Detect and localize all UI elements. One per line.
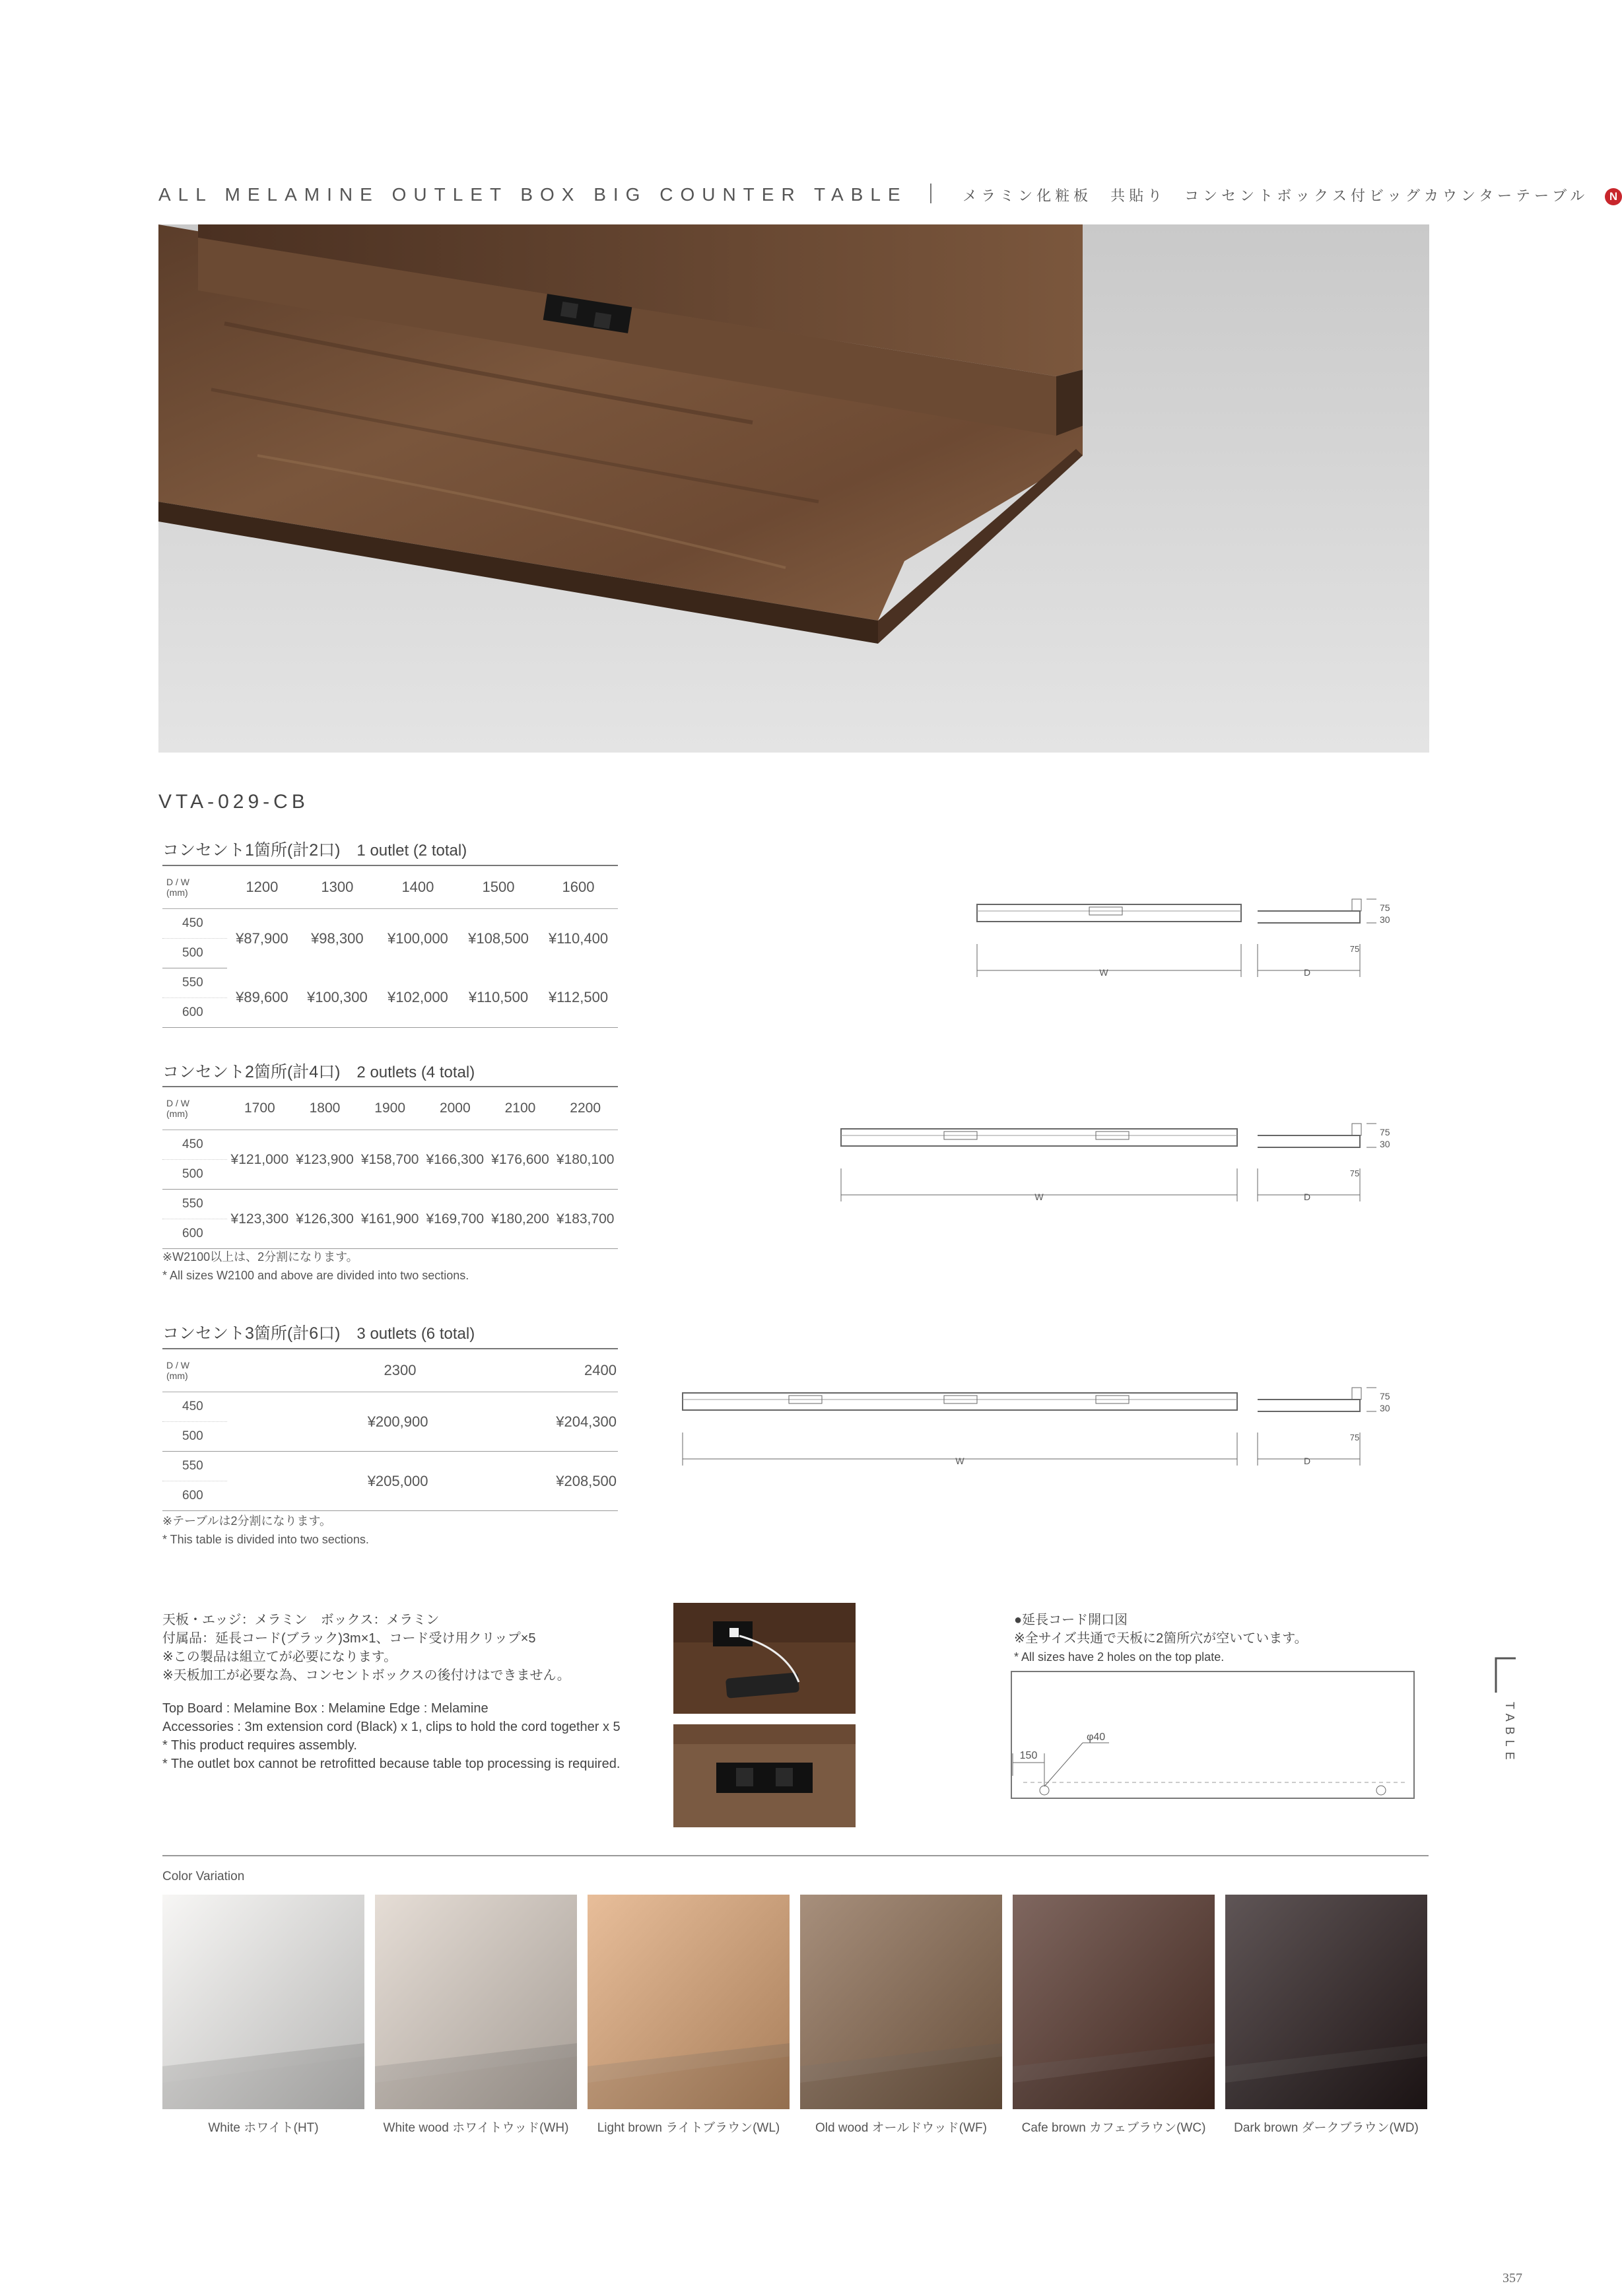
width-header: 2300 — [227, 1349, 475, 1392]
section2-note-jp: ※W2100以上は、2分割になります。 — [162, 1250, 358, 1264]
cord-opening-diagram — [1010, 1670, 1419, 1802]
width-header: 2400 — [475, 1349, 618, 1392]
swatch-label: White ホワイト(HT) — [208, 2121, 319, 2135]
cord-note-en: * All sizes have 2 holes on the top plate. — [1014, 1650, 1225, 1664]
section3-note-en: * This table is divided into two sections. — [162, 1533, 369, 1546]
price-cell: ¥208,500 — [475, 1452, 618, 1511]
title-jp: メラミン化粧板 共貼り コンセントボックス付ビッグカウンターテーブル — [963, 187, 1589, 204]
dw-label-top: D / W — [166, 877, 189, 887]
dim-d75: 75 — [1349, 944, 1360, 954]
section3-title-en: 3 outlets (6 total) — [356, 1325, 475, 1343]
dw-label-unit: (mm) — [166, 887, 188, 898]
dim-d: D — [1303, 1192, 1311, 1202]
dw-label — [162, 865, 227, 909]
price-table-1 — [162, 865, 618, 1028]
dim-h30: 30 — [1380, 1139, 1390, 1149]
dim-h30: 30 — [1380, 914, 1390, 925]
spec-jp-line: ※天板加工が必要な為、コンセントボックスの後付けはできません。 — [162, 1668, 570, 1683]
width-header: 1600 — [539, 865, 618, 909]
dim-d: D — [1303, 967, 1311, 978]
spec-en-line: Top Board : Melamine Box : Melamine Edge : Melamine — [162, 1701, 489, 1716]
price-cell: ¥108,500 — [468, 929, 529, 947]
dim-phi: φ40 — [1087, 1732, 1106, 1743]
price-cell: ¥180,200 — [488, 1190, 553, 1249]
price-cell: ¥169,700 — [422, 1190, 488, 1249]
divider — [162, 1855, 1429, 1856]
cord-note-jp: ※全サイズ共通で天板に2箇所穴が空いています。 — [1014, 1631, 1308, 1646]
dim-w: W — [955, 1456, 964, 1466]
width-header: 1200 — [227, 865, 297, 909]
dw-label-top: D / W — [166, 1098, 189, 1108]
dim-w: W — [1099, 967, 1108, 978]
dim-h75: 75 — [1380, 1127, 1390, 1137]
section3-title — [162, 1320, 475, 1344]
dw-label-unit: (mm) — [166, 1108, 188, 1119]
detail-photo-phone — [673, 1603, 856, 1714]
swatch-label: White wood ホワイトウッド(WH) — [383, 2121, 569, 2135]
price-cell: ¥100,300 — [297, 968, 378, 1028]
price-table-2 — [162, 1086, 618, 1249]
dim-d75: 75 — [1349, 1433, 1360, 1442]
depth-cell: 550 — [182, 1197, 203, 1211]
divider — [930, 184, 931, 203]
page-number: 357 — [1503, 2271, 1522, 2285]
model-number: VTA-029-CB — [158, 791, 309, 813]
price-cell: ¥112,500 — [539, 968, 618, 1028]
color-swatch — [1225, 1895, 1427, 2109]
depth-cell: 600 — [162, 1481, 227, 1511]
price-cell: ¥89,600 — [227, 968, 297, 1028]
depth-cell: 550 — [182, 976, 203, 990]
price-cell: ¥176,600 — [488, 1130, 553, 1190]
width-header: 2100 — [488, 1087, 553, 1130]
width-header: 1900 — [357, 1087, 422, 1130]
depth-cell: 450 — [182, 1400, 203, 1413]
color-swatch — [1013, 1895, 1215, 2109]
price-cell: ¥158,700 — [357, 1130, 422, 1190]
section2-title — [162, 1059, 475, 1083]
dim-d75: 75 — [1349, 1168, 1360, 1178]
color-swatch — [800, 1895, 1002, 2109]
cord-title: ●延長コード開口図 — [1014, 1613, 1128, 1627]
width-header: 1800 — [292, 1087, 358, 1130]
depth-cell: 500 — [162, 1422, 227, 1452]
swatch-label: Cafe brown カフェブラウン(WC) — [1021, 2121, 1206, 2135]
spec-jp-line: 天板・エッジ：メラミン ボックス：メラミン — [162, 1613, 440, 1627]
depth-cell: 600 — [162, 998, 227, 1028]
section2-note-en: * All sizes W2100 and above are divided into two sections. — [162, 1269, 469, 1282]
price-cell: ¥123,300 — [227, 1190, 292, 1249]
dim-w: W — [1034, 1192, 1044, 1202]
color-variation-title: Color Variation — [162, 1870, 245, 1883]
width-header: 2200 — [553, 1087, 618, 1130]
price-table-3 — [162, 1348, 618, 1511]
cord-opening-block — [1014, 1611, 1308, 1666]
page-header — [158, 184, 1622, 205]
diagram-1-outlet — [970, 885, 1406, 990]
diagram-3-outlets — [680, 1373, 1406, 1479]
depth-cell: 600 — [162, 1219, 227, 1249]
spec-en-line: * The outlet box cannot be retrofitted because table top processing is required. — [162, 1757, 621, 1771]
width-header: 1700 — [227, 1087, 292, 1130]
width-header: 2000 — [422, 1087, 488, 1130]
section1-title-en: 1 outlet (2 total) — [356, 842, 467, 860]
spec-jp-line: ※この製品は組立てが必要になります。 — [162, 1650, 397, 1664]
price-cell: ¥166,300 — [422, 1130, 488, 1190]
depth-cell: 450 — [182, 1137, 203, 1151]
detail-photo-outlet — [673, 1724, 856, 1827]
section1-title-jp: コンセント1箇所(計2口) — [162, 841, 341, 860]
width-header: 1300 — [297, 865, 378, 909]
dim-h75: 75 — [1380, 1391, 1390, 1401]
section2-title-en: 2 outlets (4 total) — [356, 1064, 475, 1081]
section2-title-jp: コンセント2箇所(計4口) — [162, 1063, 341, 1081]
swatch-label: Light brown ライトブラウン(WL) — [597, 2121, 780, 2135]
hero-photo — [158, 224, 1429, 753]
spec-en-line: * This product requires assembly. — [162, 1738, 357, 1753]
dim-150: 150 — [1019, 1750, 1038, 1761]
price-cell: ¥126,300 — [292, 1190, 358, 1249]
price-cell: ¥183,700 — [553, 1190, 618, 1249]
dw-label — [162, 1349, 227, 1392]
section3-note-jp: ※テーブルは2分割になります。 — [162, 1514, 332, 1528]
swatch-label: Old wood オールドウッド(WF) — [815, 2121, 987, 2135]
side-tab-bracket — [1493, 1656, 1520, 1695]
depth-cell: 500 — [162, 1160, 227, 1190]
price-cell: ¥161,900 — [357, 1190, 422, 1249]
dw-label — [162, 1087, 227, 1130]
section3-title-jp: コンセント3箇所(計6口) — [162, 1324, 341, 1343]
price-cell: ¥87,900 — [236, 929, 288, 947]
depth-cell: 500 — [162, 939, 227, 968]
price-cell: ¥200,900 — [227, 1392, 475, 1452]
color-swatch — [588, 1895, 790, 2109]
price-cell: ¥205,000 — [227, 1452, 475, 1511]
new-badge: N — [1605, 188, 1622, 205]
dw-label-top: D / W — [166, 1360, 189, 1370]
color-swatch — [162, 1895, 364, 2109]
color-swatch — [375, 1895, 577, 2109]
depth-cell: 450 — [182, 916, 203, 930]
dim-h75: 75 — [1380, 902, 1390, 913]
price-cell: ¥121,000 — [227, 1130, 292, 1190]
spec-block — [162, 1611, 621, 1773]
depth-cell: 550 — [182, 1459, 203, 1473]
side-tab-label: TABLE — [1503, 1702, 1516, 1765]
price-cell: ¥102,000 — [378, 968, 458, 1028]
price-cell: ¥180,100 — [553, 1130, 618, 1190]
dim-d: D — [1303, 1456, 1311, 1466]
price-cell: ¥110,500 — [458, 968, 539, 1028]
price-cell: ¥110,400 — [548, 929, 609, 947]
title-en: ALL MELAMINE OUTLET BOX BIG COUNTER TABLE — [158, 184, 908, 205]
swatch-label: Dark brown ダークブラウン(WD) — [1234, 2121, 1419, 2135]
price-cell: ¥98,300 — [311, 929, 364, 947]
dim-h30: 30 — [1380, 1403, 1390, 1413]
width-header: 1400 — [378, 865, 458, 909]
diagram-2-outlets — [838, 1109, 1406, 1215]
spec-jp-line: 付属品：延長コード(ブラック)3m×1、コード受け用クリップ×5 — [162, 1631, 536, 1646]
price-cell: ¥123,900 — [292, 1130, 358, 1190]
section1-title — [162, 837, 467, 861]
price-cell: ¥204,300 — [475, 1392, 618, 1452]
spec-en-line: Accessories : 3m extension cord (Black) x 1, clips to hold the cord together x 5 — [162, 1720, 621, 1734]
width-header: 1500 — [458, 865, 539, 909]
price-cell: ¥100,000 — [388, 929, 448, 947]
dw-label-unit: (mm) — [166, 1370, 188, 1381]
